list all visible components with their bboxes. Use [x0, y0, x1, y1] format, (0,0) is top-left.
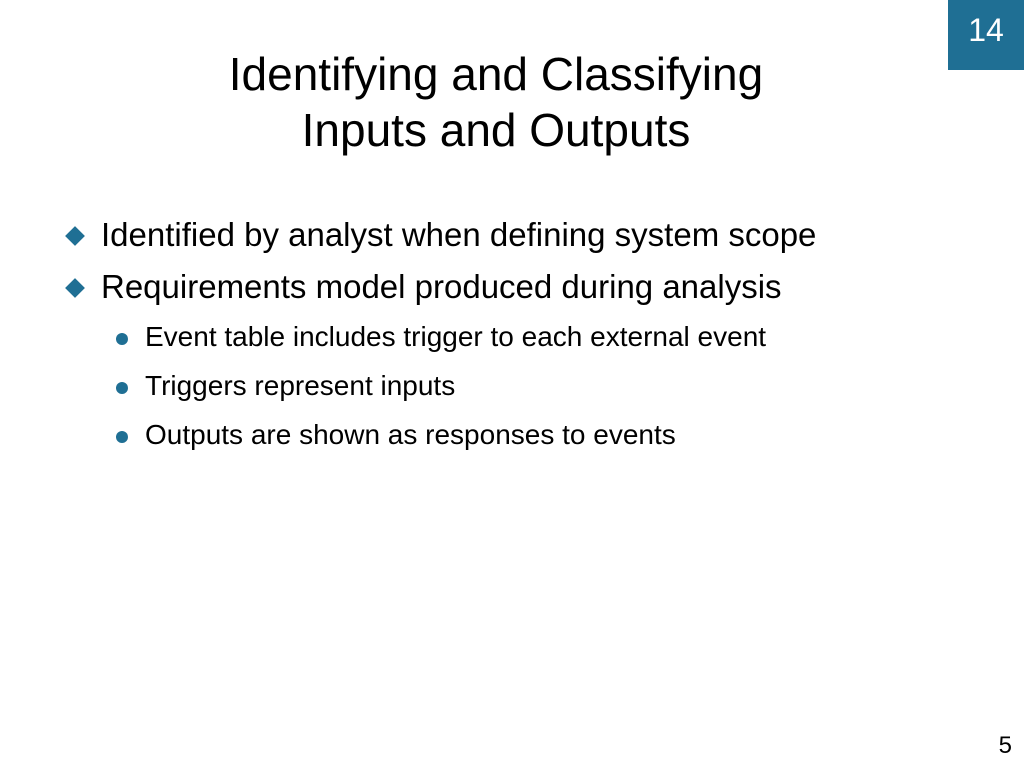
slide-title-line-1: Identifying and Classifying	[228, 48, 764, 100]
sub-bullet-item: Event table includes trigger to each external event	[145, 321, 767, 352]
diamond-bullet-icon	[65, 226, 85, 246]
chapter-number: 14	[968, 12, 1004, 48]
dot-bullet-icon	[116, 333, 128, 345]
diamond-bullet-icon	[65, 278, 85, 298]
bullet-item: Requirements model produced during analysis	[101, 268, 782, 305]
sub-bullet-item: Outputs are shown as responses to events	[145, 419, 676, 450]
dot-bullet-icon	[116, 431, 128, 443]
slide-title-line-2: Inputs and Outputs	[301, 104, 691, 156]
page-number: 5	[998, 732, 1012, 759]
dot-bullet-icon	[116, 382, 128, 394]
sub-bullet-item: Triggers represent inputs	[145, 370, 456, 401]
bullet-item: Identified by analyst when defining system scope	[101, 216, 817, 253]
